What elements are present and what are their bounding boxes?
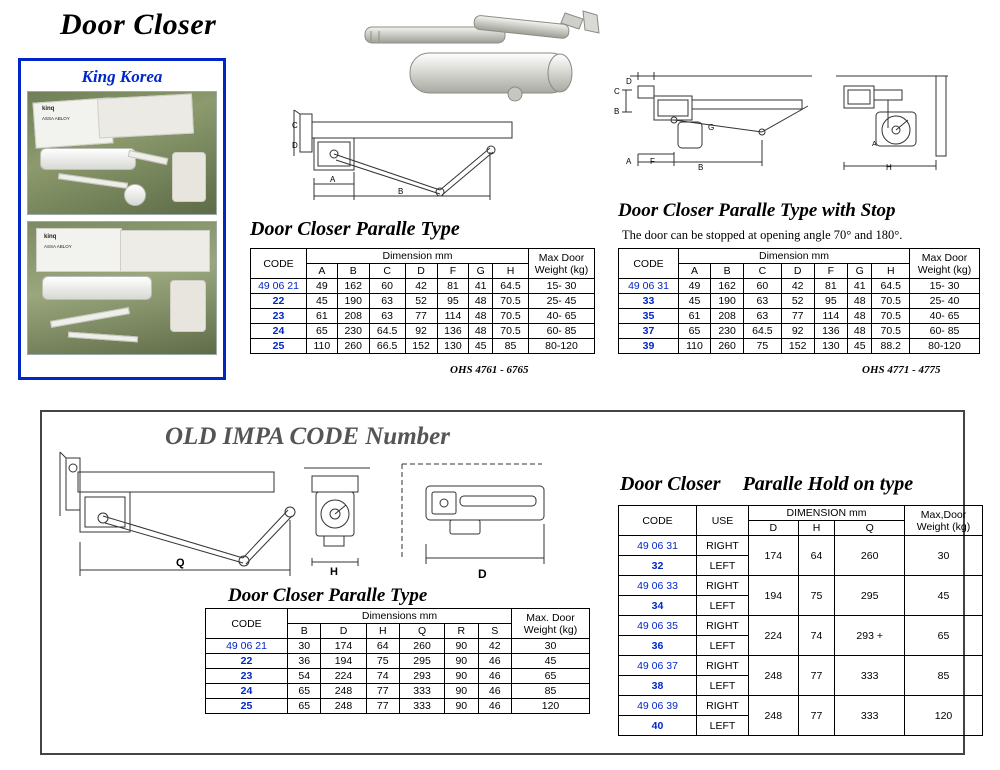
- cell-d: 248: [749, 696, 799, 736]
- table-row: [251, 279, 595, 294]
- cell-code: 49 06 31: [619, 536, 697, 556]
- cell-code: 49 06 33: [619, 576, 697, 596]
- cell-b: 190: [711, 294, 744, 309]
- cell-q: 333: [399, 684, 444, 699]
- cell-code-2: 34: [619, 596, 697, 616]
- cell-d: 52: [405, 294, 437, 309]
- table-row: [251, 294, 595, 309]
- cell-f: 81: [437, 279, 469, 294]
- cell-b: 208: [711, 309, 744, 324]
- cell-a: 61: [679, 309, 711, 324]
- table-old-impa: [205, 608, 590, 714]
- cell-d: 42: [781, 279, 814, 294]
- col-header-d: D: [781, 264, 814, 279]
- svg-text:B: B: [398, 187, 404, 196]
- col-header-dimension-group: Dimension mm: [679, 249, 910, 264]
- col-header-code: CODE: [619, 249, 679, 279]
- table-row: [206, 684, 590, 699]
- cell-c: 60: [744, 279, 781, 294]
- table-parallel-type: [250, 248, 595, 354]
- cell-h: 74: [798, 616, 835, 656]
- col-header-max-weight: Max Door Weight (kg): [910, 249, 980, 279]
- cell-b: 65: [288, 699, 321, 714]
- cell-f: 136: [437, 324, 469, 339]
- cell-g: 48: [469, 324, 493, 339]
- table-row: [619, 576, 983, 596]
- cell-b: 162: [337, 279, 369, 294]
- cell-weight: 40- 65: [529, 309, 595, 324]
- col-header-g: G: [469, 264, 493, 279]
- ohs-code-stop: OHS 4771 - 4775: [862, 364, 941, 376]
- table-row: [619, 616, 983, 636]
- cell-a: 110: [679, 339, 711, 354]
- cell-d: 77: [781, 309, 814, 324]
- cell-use-2: LEFT: [697, 556, 749, 576]
- cell-a: 110: [307, 339, 338, 354]
- cell-weight: 65: [512, 669, 590, 684]
- cell-weight: 40- 65: [910, 309, 980, 324]
- cell-code-2: 32: [619, 556, 697, 576]
- brand-mark: kinq: [42, 106, 55, 112]
- cell-d: 152: [405, 339, 437, 354]
- cell-d: 248: [321, 684, 366, 699]
- cell-weight: 30: [905, 536, 983, 576]
- cell-b: 260: [337, 339, 369, 354]
- brand-sub-2: ASSA ABLOY: [44, 244, 72, 249]
- cell-b: 260: [711, 339, 744, 354]
- cell-weight: 120: [512, 699, 590, 714]
- col-header-h: H: [366, 624, 399, 639]
- svg-text:F: F: [650, 157, 655, 166]
- cell-use: RIGHT: [697, 536, 749, 556]
- stop-type-technical-drawing-left: [612, 70, 822, 190]
- cell-d: 92: [405, 324, 437, 339]
- col-header-c: C: [369, 264, 405, 279]
- cell-weight: 60- 85: [910, 324, 980, 339]
- cell-weight: 45: [512, 654, 590, 669]
- table-row: [206, 699, 590, 714]
- product-photo-top: [27, 91, 217, 215]
- cell-d: 194: [749, 576, 799, 616]
- cell-h: 75: [366, 654, 399, 669]
- brand-sub: ASSA ABLOY: [42, 116, 70, 121]
- cell-q: 295: [399, 654, 444, 669]
- dim-label-q: Q: [176, 557, 185, 569]
- cell-s: 46: [478, 684, 511, 699]
- cell-q: 333: [835, 656, 905, 696]
- cell-d: 77: [405, 309, 437, 324]
- cell-a: 65: [679, 324, 711, 339]
- cell-b: 36: [288, 654, 321, 669]
- cell-s: 42: [478, 639, 511, 654]
- cell-h: 88.2: [872, 339, 910, 354]
- col-header-h: H: [492, 264, 528, 279]
- cell-c: 63: [369, 294, 405, 309]
- cell-r: 90: [445, 669, 478, 684]
- col-header-c: C: [744, 264, 781, 279]
- cell-h: 70.5: [872, 324, 910, 339]
- brand-mark-2: kinq: [44, 234, 57, 240]
- old-impa-drawing-top: [392, 458, 567, 586]
- svg-text:D: D: [626, 77, 632, 86]
- table-row: [619, 696, 983, 716]
- cell-weight: 15- 30: [529, 279, 595, 294]
- cell-d: 42: [405, 279, 437, 294]
- cell-d: 174: [749, 536, 799, 576]
- col-header-d: D: [321, 624, 366, 639]
- cell-h: 70.5: [872, 294, 910, 309]
- old-impa-drawing-front: [300, 462, 380, 582]
- cell-f: 136: [814, 324, 847, 339]
- product-render-drawing: [355, 5, 610, 110]
- cell-s: 46: [478, 669, 511, 684]
- cell-f: 130: [437, 339, 469, 354]
- page-title: Door Closer: [60, 8, 217, 41]
- cell-r: 90: [445, 654, 478, 669]
- table-row: [619, 536, 983, 556]
- cell-code: 23: [206, 669, 288, 684]
- table-row: [251, 339, 595, 354]
- cell-h: 85: [492, 339, 528, 354]
- hold-on-caption-part1: Door Closer: [620, 473, 721, 495]
- cell-weight: 80-120: [529, 339, 595, 354]
- cell-code: 49 06 35: [619, 616, 697, 636]
- cell-d: 194: [321, 654, 366, 669]
- cell-a: 45: [307, 294, 338, 309]
- cell-g: 48: [469, 309, 493, 324]
- col-header-b: B: [711, 264, 744, 279]
- cell-d: 174: [321, 639, 366, 654]
- cell-code-2: 40: [619, 716, 697, 736]
- product-photo-bottom: [27, 221, 217, 355]
- col-header-b: B: [288, 624, 321, 639]
- cell-weight: 25- 45: [529, 294, 595, 309]
- cell-code: 25: [251, 339, 307, 354]
- cell-code-2: 36: [619, 636, 697, 656]
- col-header-d: D: [405, 264, 437, 279]
- col-header-code: CODE: [206, 609, 288, 639]
- svg-text:A: A: [872, 141, 877, 148]
- cell-g: 41: [847, 279, 872, 294]
- col-header-r: R: [445, 624, 478, 639]
- cell-h: 64: [366, 639, 399, 654]
- col-header-max-weight: Max. Door Weight (kg): [512, 609, 590, 639]
- table-stop-type: [618, 248, 980, 354]
- col-header-dimension-group: Dimension mm: [307, 249, 529, 264]
- parallel-type-technical-drawing: [290, 108, 525, 208]
- cell-code: 35: [619, 309, 679, 324]
- table-row: [619, 294, 980, 309]
- stop-type-technical-drawing-right: [828, 70, 983, 190]
- col-header-use: USE: [697, 506, 749, 536]
- cell-code: 49 06 21: [206, 639, 288, 654]
- cell-f: 114: [437, 309, 469, 324]
- cell-f: 130: [814, 339, 847, 354]
- cell-q: 293 +: [835, 616, 905, 656]
- cell-b: 230: [337, 324, 369, 339]
- table-row: [251, 309, 595, 324]
- col-header-max-weight: Max Door Weight (kg): [529, 249, 595, 279]
- col-header-code: CODE: [251, 249, 307, 279]
- cell-g: 48: [847, 294, 872, 309]
- cell-code: 22: [251, 294, 307, 309]
- col-header-f: F: [437, 264, 469, 279]
- cell-c: 75: [744, 339, 781, 354]
- col-header-code: CODE: [619, 506, 697, 536]
- cell-weight: 120: [905, 696, 983, 736]
- cell-c: 63: [744, 294, 781, 309]
- cell-c: 64.5: [369, 324, 405, 339]
- col-header-q: Q: [399, 624, 444, 639]
- cell-code-2: 38: [619, 676, 697, 696]
- cell-code: 25: [206, 699, 288, 714]
- cell-code: 33: [619, 294, 679, 309]
- cell-q: 333: [399, 699, 444, 714]
- cell-h: 77: [798, 696, 835, 736]
- cell-d: 248: [321, 699, 366, 714]
- cell-a: 49: [679, 279, 711, 294]
- cell-q: 333: [835, 696, 905, 736]
- cell-q: 293: [399, 669, 444, 684]
- table-row: [206, 669, 590, 684]
- cell-h: 77: [366, 699, 399, 714]
- cell-code: 22: [206, 654, 288, 669]
- cell-code: 49 06 31: [619, 279, 679, 294]
- cell-a: 65: [307, 324, 338, 339]
- col-header-s: S: [478, 624, 511, 639]
- cell-h: 70.5: [492, 309, 528, 324]
- cell-g: 45: [847, 339, 872, 354]
- svg-text:H: H: [886, 163, 892, 172]
- stop-type-caption: Door Closer Paralle Type with Stop: [618, 200, 896, 221]
- cell-h: 70.5: [492, 324, 528, 339]
- table-hold-on-type: [618, 505, 983, 736]
- cell-code: 24: [206, 684, 288, 699]
- cell-code: 49 06 39: [619, 696, 697, 716]
- cell-d: 92: [781, 324, 814, 339]
- cell-d: 224: [749, 616, 799, 656]
- cell-use-2: LEFT: [697, 676, 749, 696]
- cell-h: 64.5: [872, 279, 910, 294]
- svg-text:C: C: [292, 121, 298, 130]
- cell-use-2: LEFT: [697, 596, 749, 616]
- cell-g: 48: [847, 309, 872, 324]
- cell-use: RIGHT: [697, 616, 749, 636]
- cell-g: 48: [847, 324, 872, 339]
- cell-weight: 30: [512, 639, 590, 654]
- svg-text:B: B: [698, 163, 704, 172]
- cell-b: 208: [337, 309, 369, 324]
- col-header-q: Q: [835, 521, 905, 536]
- table-row: [619, 279, 980, 294]
- cell-use: RIGHT: [697, 696, 749, 716]
- cell-b: 190: [337, 294, 369, 309]
- cell-c: 60: [369, 279, 405, 294]
- cell-weight: 60- 85: [529, 324, 595, 339]
- col-header-b: B: [337, 264, 369, 279]
- cell-weight: 25- 40: [910, 294, 980, 309]
- svg-text:A: A: [330, 175, 336, 184]
- old-impa-caption: OLD IMPA CODE Number: [165, 423, 450, 450]
- cell-use: RIGHT: [697, 576, 749, 596]
- col-header-max-weight: Max,Door Weight (kg): [905, 506, 983, 536]
- cell-a: 61: [307, 309, 338, 324]
- svg-text:A: A: [626, 157, 632, 166]
- dim-label-d: D: [478, 567, 487, 581]
- cell-f: 81: [814, 279, 847, 294]
- svg-text:C: C: [614, 87, 620, 96]
- col-header-a: A: [679, 264, 711, 279]
- old-impa-parallel-caption: Door Closer Paralle Type: [228, 585, 428, 606]
- cell-c: 63: [369, 309, 405, 324]
- photo-panel-title: King Korea: [81, 67, 163, 86]
- cell-d: 224: [321, 669, 366, 684]
- cell-g: 48: [469, 294, 493, 309]
- table-row: [251, 324, 595, 339]
- cell-h: 77: [366, 684, 399, 699]
- table-row: [619, 309, 980, 324]
- cell-code: 24: [251, 324, 307, 339]
- cell-c: 66.5: [369, 339, 405, 354]
- col-header-f: F: [814, 264, 847, 279]
- cell-code: 39: [619, 339, 679, 354]
- cell-weight: 85: [512, 684, 590, 699]
- col-header-h: H: [798, 521, 835, 536]
- table-row: [619, 656, 983, 676]
- cell-a: 49: [307, 279, 338, 294]
- ohs-code-parallel: OHS 4761 - 6765: [450, 364, 529, 376]
- cell-code: 49 06 37: [619, 656, 697, 676]
- cell-b: 54: [288, 669, 321, 684]
- cell-code: 23: [251, 309, 307, 324]
- cell-h: 70.5: [872, 309, 910, 324]
- cell-g: 41: [469, 279, 493, 294]
- cell-use: RIGHT: [697, 656, 749, 676]
- cell-code: 49 06 21: [251, 279, 307, 294]
- table-row: [619, 324, 980, 339]
- cell-weight: 65: [905, 616, 983, 656]
- cell-weight: 80-120: [910, 339, 980, 354]
- cell-g: 45: [469, 339, 493, 354]
- cell-d: 52: [781, 294, 814, 309]
- cell-b: 162: [711, 279, 744, 294]
- col-header-d: D: [749, 521, 799, 536]
- parallel-type-caption: Door Closer Paralle Type: [250, 218, 460, 240]
- king-korea-photo-panel: [18, 58, 226, 380]
- col-header-h: H: [872, 264, 910, 279]
- col-header-dimension-group: Dimensions mm: [288, 609, 512, 624]
- cell-f: 95: [814, 294, 847, 309]
- cell-use-2: LEFT: [697, 716, 749, 736]
- hold-on-caption-part2: Paralle Hold on type: [742, 473, 914, 495]
- cell-weight: 45: [905, 576, 983, 616]
- cell-code: 37: [619, 324, 679, 339]
- svg-text:G: G: [708, 123, 715, 132]
- col-header-g: G: [847, 264, 872, 279]
- cell-d: 248: [749, 656, 799, 696]
- hold-on-caption: [620, 473, 913, 496]
- cell-s: 46: [478, 699, 511, 714]
- table-row: [206, 639, 590, 654]
- cell-h: 74: [366, 669, 399, 684]
- cell-use-2: LEFT: [697, 636, 749, 656]
- cell-weight: 85: [905, 656, 983, 696]
- svg-text:D: D: [292, 141, 298, 150]
- cell-weight: 15- 30: [910, 279, 980, 294]
- cell-q: 260: [835, 536, 905, 576]
- cell-h: 75: [798, 576, 835, 616]
- cell-h: 64: [798, 536, 835, 576]
- dim-label-h: H: [330, 566, 338, 578]
- table-row: [619, 339, 980, 354]
- cell-r: 90: [445, 639, 478, 654]
- cell-h: 70.5: [492, 294, 528, 309]
- table-row: [206, 654, 590, 669]
- cell-c: 63: [744, 309, 781, 324]
- cell-d: 152: [781, 339, 814, 354]
- cell-a: 45: [679, 294, 711, 309]
- cell-f: 95: [437, 294, 469, 309]
- cell-h: 77: [798, 656, 835, 696]
- cell-b: 65: [288, 684, 321, 699]
- col-header-a: A: [307, 264, 338, 279]
- cell-q: 295: [835, 576, 905, 616]
- cell-b: 30: [288, 639, 321, 654]
- old-impa-drawing-side: [58, 450, 298, 585]
- cell-q: 260: [399, 639, 444, 654]
- cell-h: 64.5: [492, 279, 528, 294]
- svg-text:B: B: [614, 107, 620, 116]
- cell-b: 230: [711, 324, 744, 339]
- stop-type-note: The door can be stopped at opening angle 70° and 180°.: [622, 228, 903, 242]
- cell-s: 46: [478, 654, 511, 669]
- cell-f: 114: [814, 309, 847, 324]
- cell-r: 90: [445, 684, 478, 699]
- cell-r: 90: [445, 699, 478, 714]
- cell-c: 64.5: [744, 324, 781, 339]
- col-header-dimension-group: DIMENSION mm: [749, 506, 905, 521]
